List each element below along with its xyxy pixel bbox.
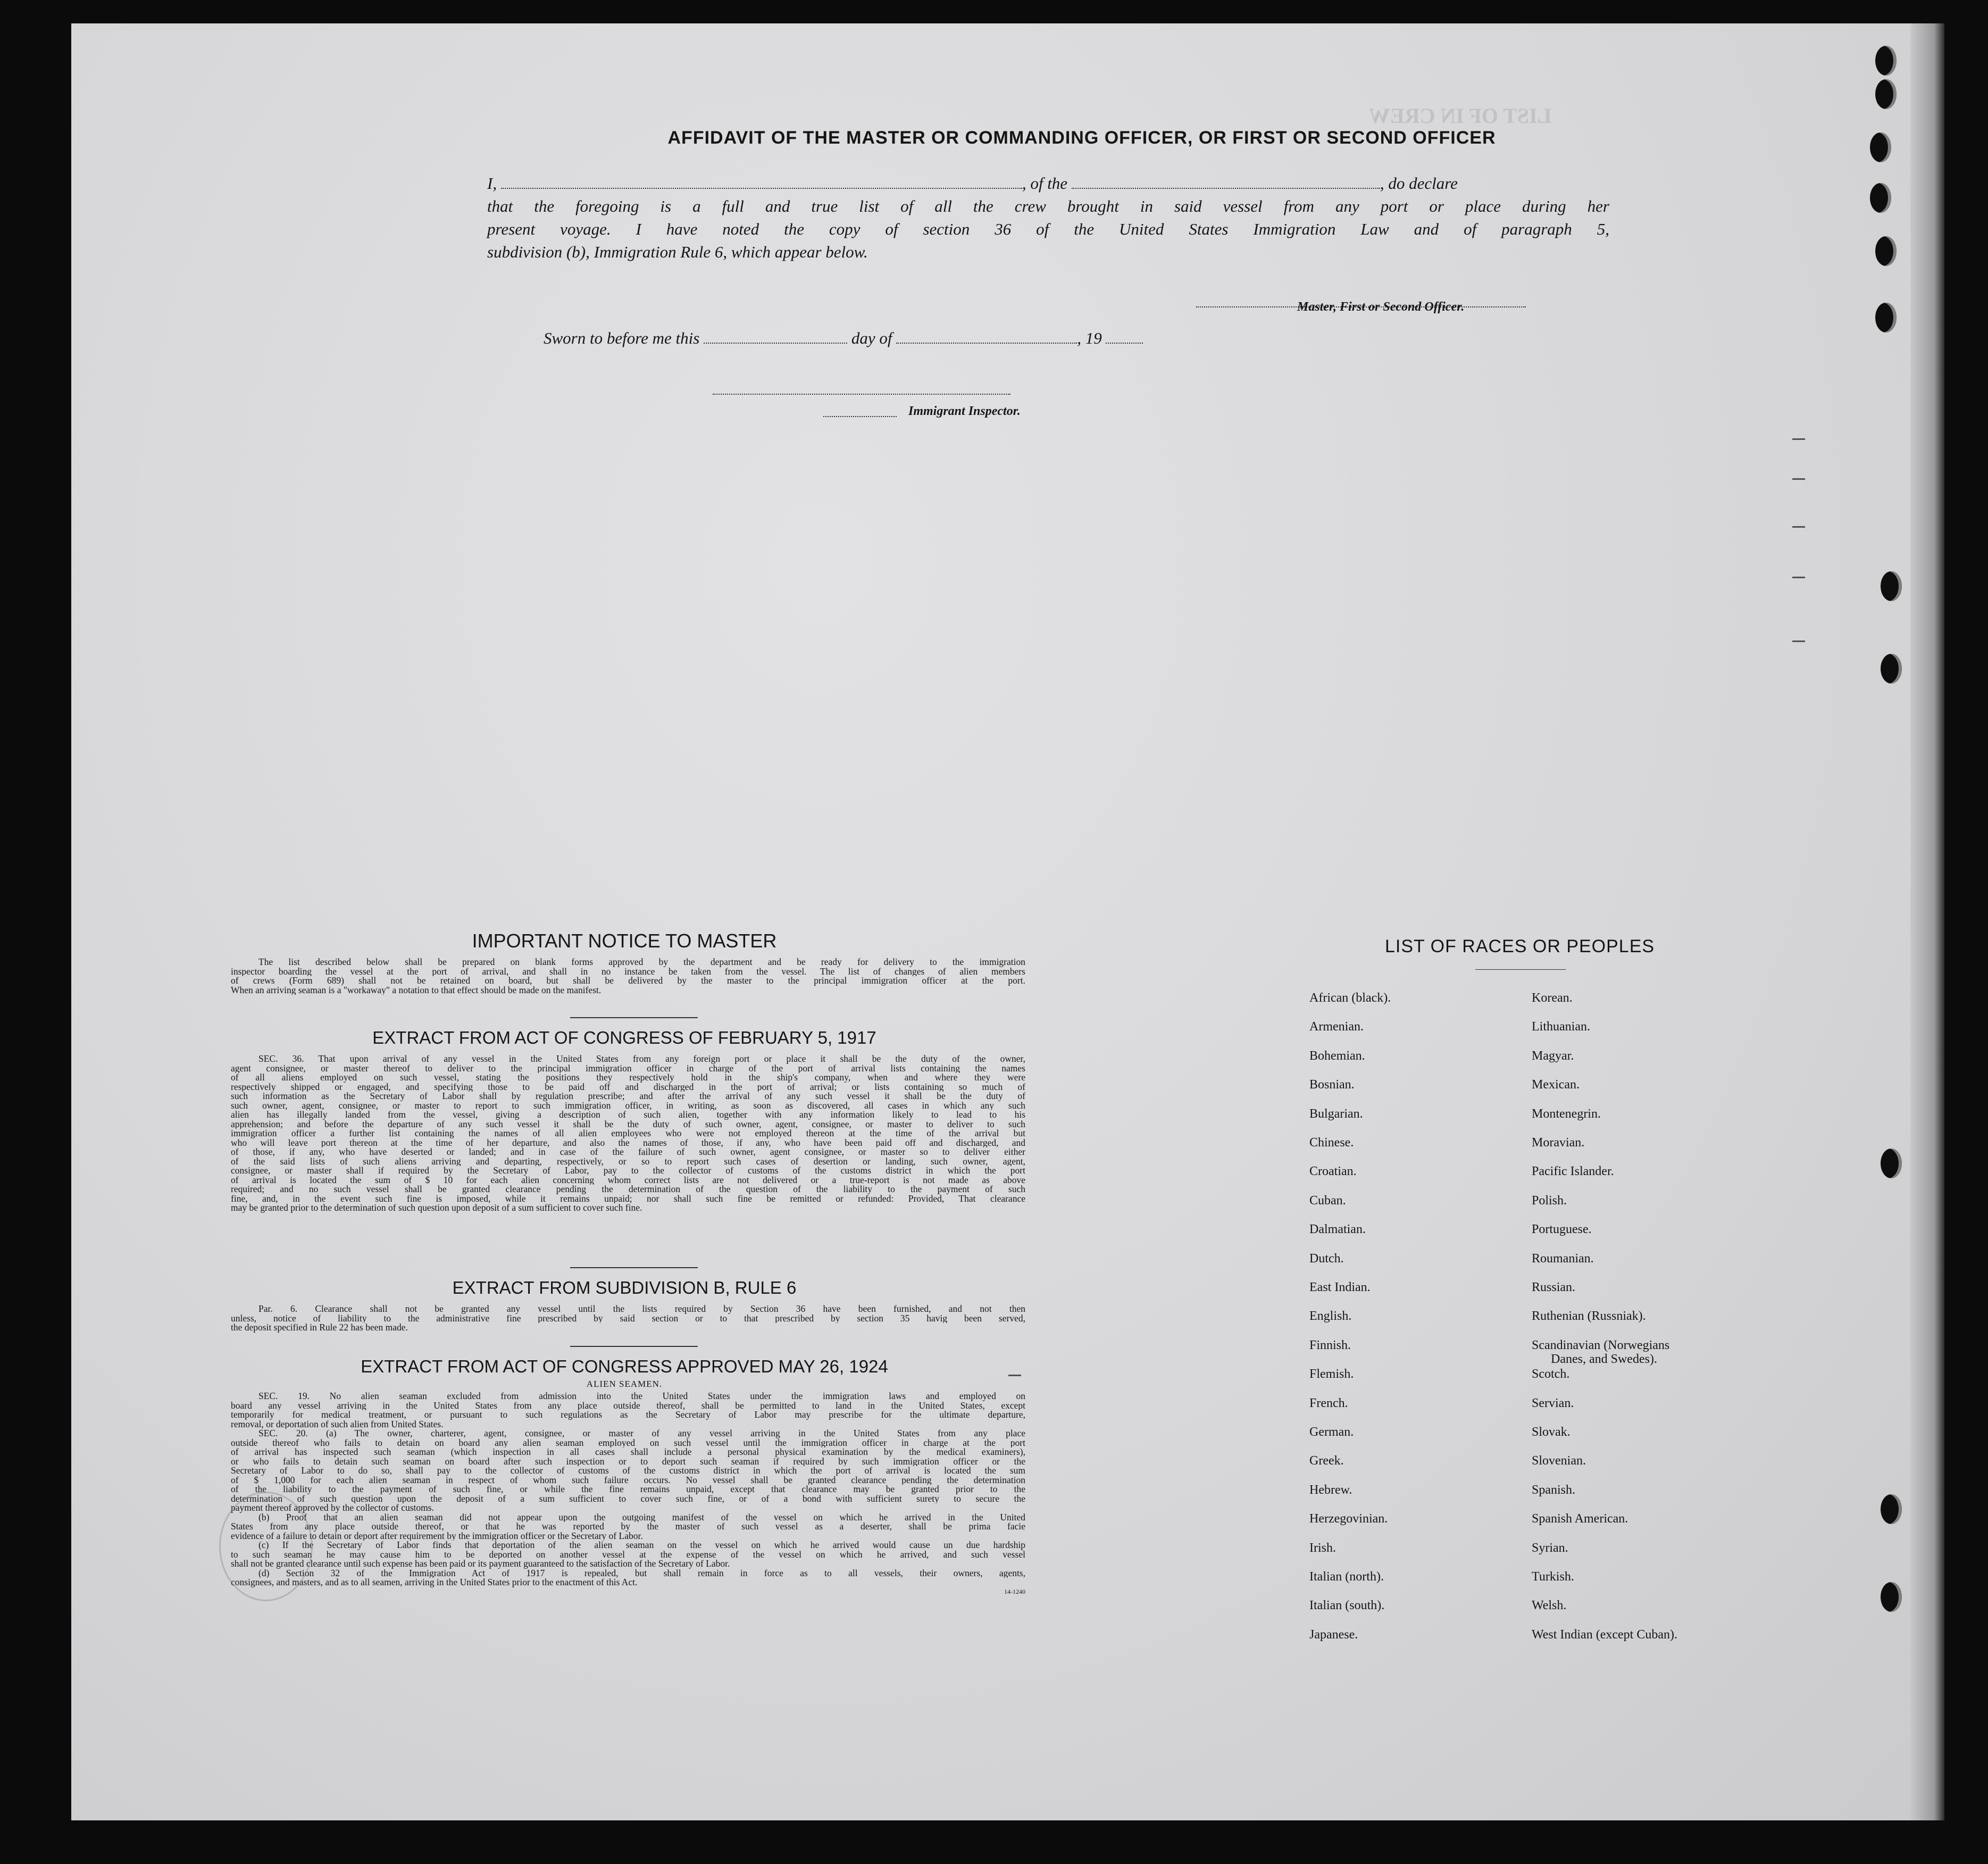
- paragraph-line: outside thereof who fails to detain on board any alien seaman employed on such vessel until the immigration officer in charge at the port: [231, 1438, 1025, 1447]
- year-prefix: , 19: [1077, 329, 1102, 347]
- punch-hole: [1881, 1149, 1902, 1178]
- paragraph-line: fine, and, in the event such fine is imposed, while it remains unpaid; nor shall such fine be remitted or refunded: Provided, That clearance: [231, 1194, 1025, 1203]
- races-title: LIST OF RACES OR PEOPLES: [1385, 936, 1655, 956]
- paragraph-line: States from any place outside thereof, or that he was reported by the master of such vessel as a deserter, shall be prima facie: [231, 1522, 1025, 1532]
- paragraph-line: When an arriving seaman is a "workaway" a notation to that effect should be made on the manifest.: [231, 985, 602, 995]
- race-item: Servian.: [1532, 1396, 1574, 1410]
- race-item: Moravian.: [1532, 1136, 1585, 1150]
- paragraph-line: alien has illegally landed from the vessel, giving a description of such alien, together with any information likely to lead to his: [231, 1110, 1025, 1120]
- race-item: Spanish.: [1532, 1483, 1576, 1497]
- race-item: Scandinavian (Norwegians: [1532, 1338, 1670, 1352]
- inspector-blank-short[interactable]: [823, 402, 897, 417]
- race-item: Dalmatian.: [1309, 1222, 1366, 1237]
- divider: [570, 1267, 698, 1268]
- paragraph-line: of those, if any, who have deserted or landed; and in case of the failure of such owner, agent consignee, or master so to deliver either: [231, 1147, 1025, 1157]
- name-blank[interactable]: [501, 174, 1022, 189]
- form-number: 14-1240: [1004, 1588, 1025, 1595]
- dash-mark: [1792, 478, 1805, 480]
- paragraph-line: (b) Proof that an alien seaman did not appear upon the outgoing manifest of the vessel on which he arrived in the United: [258, 1512, 1025, 1522]
- affidavit-title: AFFIDAVIT OF THE MASTER OR COMMANDING OFFICER, OR FIRST OR SECOND OFFICER: [667, 128, 1496, 148]
- embossed-seal: [219, 1492, 313, 1601]
- declaration-line-3: present voyage. I have noted the copy of section 36 of the United States Immigration Law and of paragraph 5,: [487, 220, 1609, 238]
- paragraph-line: such information as the Secretary of Labor shall by regulation prescribe; and after the arrival of any such vessel it shall be the duty of: [231, 1092, 1025, 1101]
- punch-hole: [1870, 132, 1891, 162]
- divider: [570, 1346, 698, 1347]
- paragraph-line: of crews (Form 689) shall not be retained on board, but shall be delivered by the master to the principal immigration officer at the port.: [231, 976, 1025, 986]
- dash-mark: [1792, 438, 1805, 440]
- paragraph-line: The list described below shall be prepared on blank forms approved by the department and be ready for delivery to the immigration: [258, 958, 1025, 967]
- race-item: Italian (north).: [1309, 1570, 1384, 1584]
- race-item: Russian.: [1532, 1280, 1576, 1294]
- paragraph-line: such owner, agent, consignee, or master to report to such immigration officer, in writing, as soon as discovered, all cases in which any such: [231, 1101, 1025, 1110]
- paragraph-line: board any vessel arriving in the United States from any place outside thereof, shall be permitted to land in the United States, except: [231, 1401, 1025, 1410]
- race-item: Slovak.: [1532, 1425, 1571, 1439]
- paragraph-line: Par. 6. Clearance shall not be granted any vessel until the lists required by Section 36 have been furnished, and not then: [258, 1304, 1025, 1314]
- race-item: Dutch.: [1309, 1251, 1344, 1266]
- race-item: Welsh.: [1532, 1599, 1567, 1613]
- paragraph-line: removal, or deportation of such alien from United States.: [231, 1419, 444, 1429]
- paragraph-line: or who fails to detain such seaman on board after such inspection or to deport such seaman if required by such immigration officer or the: [231, 1457, 1025, 1466]
- race-item: Bohemian.: [1309, 1048, 1365, 1063]
- paragraph-line: apprehension; and before the departure of any such vessel it shall be the duty of such owner, agent, consignee, or master to deliver to such: [231, 1119, 1025, 1129]
- race-item: Finnish.: [1309, 1338, 1351, 1352]
- day-of-text: day of: [851, 329, 892, 347]
- race-item: Greek.: [1309, 1454, 1344, 1468]
- master-label: Master, First or Second Officer.: [1297, 300, 1465, 314]
- race-item: Mexican.: [1532, 1078, 1580, 1092]
- paragraph-line: of arrival is located the sum of $ 10 for each alien concerning whom correct lists are not delivered or a true-report is not made as above: [231, 1175, 1025, 1185]
- race-item: Irish.: [1309, 1541, 1336, 1555]
- race-item: Japanese.: [1309, 1627, 1358, 1642]
- paragraph-line: (d) Section 32 of the Immigration Act of 1917 is repealed, but shall remain in force as to all vessels, their owners, agents,: [258, 1568, 1025, 1578]
- paragraph-line: SEC. 20. (a) The owner, charterer, agent, consignee, or master of any vessel arriving in the United States from any place: [258, 1429, 1025, 1438]
- divider: [1475, 969, 1566, 970]
- declaration-line-4: subdivision (b), Immigration Rule 6, which appear below.: [487, 243, 868, 261]
- inspector-label: Immigrant Inspector.: [908, 404, 1021, 418]
- race-item: Syrian.: [1532, 1541, 1568, 1555]
- paragraph-line: immigration officer a further list containing the names of all alien employees who were not employed thereon at the time of the arrival but: [231, 1129, 1025, 1138]
- paragraph-line: respectively shipped or engaged, and specifying those to be paid off and discharged in the port of arrival; or lists containing so much of: [231, 1082, 1025, 1092]
- race-item: Bulgarian.: [1309, 1106, 1363, 1121]
- declaration-line-2: that the foregoing is a full and true list of all the crew brought in said vessel from any port or place during her: [487, 197, 1609, 215]
- declaration-do-declare: , do declare: [1380, 174, 1458, 193]
- punch-hole: [1875, 236, 1897, 266]
- race-item: Bosnian.: [1309, 1078, 1355, 1092]
- paragraph-line: determination of such question upon the deposit of a sum sufficient to cover such fine, or of a bond with sufficient surety to secure the: [231, 1494, 1025, 1503]
- declaration-i: I,: [487, 174, 497, 193]
- extract-rule6-body: [231, 1304, 1025, 1333]
- race-item: Croatian.: [1309, 1164, 1357, 1179]
- race-item: Italian (south).: [1309, 1599, 1385, 1613]
- day-blank[interactable]: [704, 329, 847, 344]
- notice-title: IMPORTANT NOTICE TO MASTER: [472, 930, 777, 952]
- extract-1917-title: EXTRACT FROM ACT OF CONGRESS OF FEBRUARY 5, 1917: [372, 1028, 876, 1047]
- race-item: Polish.: [1532, 1193, 1567, 1208]
- race-item: Lithuanian.: [1532, 1020, 1590, 1034]
- paragraph-line: may be granted prior to the determination of such question upon deposit of a sum sufficient to cover such fine.: [231, 1203, 642, 1213]
- extract-rule6-title: EXTRACT FROM SUBDIVISION B, RULE 6: [452, 1278, 797, 1297]
- sworn-text: Sworn to before me this: [544, 329, 700, 347]
- dash-mark: [1792, 577, 1805, 578]
- alien-seamen-subtitle: ALIEN SEAMEN.: [586, 1379, 663, 1389]
- race-item: Turkish.: [1532, 1570, 1574, 1584]
- inspector-signature-blank[interactable]: [713, 380, 1010, 395]
- paragraph-line: to such seaman he may cause him to be deported on another vessel at the expense of the vessel on which he arrived, and such vessel: [231, 1550, 1025, 1559]
- paragraph-line: consignee, or master shall if required by the Secretary of Labor, pay to the collector of customs of the customs district in which the port: [231, 1166, 1025, 1176]
- race-item: African (black).: [1309, 991, 1391, 1005]
- race-item: Scotch.: [1532, 1367, 1570, 1382]
- extract-1924-title: EXTRACT FROM ACT OF CONGRESS APPROVED MAY 26, 1924: [361, 1357, 888, 1376]
- race-item: Montenegrin.: [1532, 1106, 1601, 1121]
- paragraph-line: of arrival has inspected such seaman (which inspection in all cases shall include a personal physical examination by the medical examiners),: [231, 1447, 1025, 1457]
- race-item: Pacific Islander.: [1532, 1164, 1614, 1179]
- race-item: Roumanian.: [1532, 1251, 1594, 1266]
- race-item: Armenian.: [1309, 1020, 1364, 1034]
- race-item: Spanish American.: [1532, 1512, 1628, 1526]
- divider: [570, 1017, 698, 1018]
- race-item: Magyar.: [1532, 1048, 1574, 1063]
- extract-1924-body: [231, 1392, 1025, 1595]
- paragraph-line: of $ 1,000 for each alien seaman in respect of whom such failure occurs. No vessel shall be granted clearance pending the determination: [231, 1475, 1025, 1485]
- paragraph-line: of all aliens employed on such vessel, stating the positions they respectively hold in the ship's company, when and where they were: [231, 1073, 1025, 1083]
- paragraph-line: the deposit specified in Rule 22 has been made.: [231, 1323, 408, 1333]
- race-item: Herzegovinian.: [1309, 1512, 1388, 1526]
- punch-hole: [1875, 46, 1897, 76]
- bleed-through-heading: LIST OF IN CREW: [1369, 104, 1552, 128]
- race-item: East Indian.: [1309, 1280, 1371, 1294]
- race-item: Chinese.: [1309, 1136, 1354, 1150]
- race-item: Korean.: [1532, 991, 1573, 1005]
- declaration-of-the: , of the: [1022, 174, 1068, 193]
- dash-mark: [1792, 640, 1805, 642]
- declaration-line-1: [487, 172, 1609, 195]
- paragraph-line: who will leave port thereon at the time of her departure, and also the names of those, if any, who have been paid off and discharged, and: [231, 1138, 1025, 1147]
- race-item: Ruthenian (Russniak).: [1532, 1309, 1646, 1324]
- paragraph-line: unless, notice of liability to the administrative fine prescribed by said section or to that prescribed by section 35 havig been served,: [231, 1313, 1025, 1323]
- race-item: Portuguese.: [1532, 1222, 1592, 1237]
- paragraph-line: inspector boarding the vessel at the port of arrival, and shall in no instance be taken from the vessel. The list of changes of alien members: [231, 967, 1025, 976]
- paragraph-line: shall not be granted clearance until such expense has been paid or its payment guaranteed to the satisfaction of the Secretary of Labor.: [231, 1559, 730, 1569]
- paragraph-line: required; and no such vessel shall be granted clearance pending the determination of the question of the liability to the payment of such: [231, 1185, 1025, 1194]
- race-item: Flemish.: [1309, 1367, 1354, 1382]
- paragraph-line: agent consignee, or master thereof to deliver to the principal immigration officer in charge of the port of arrival lists containing the names: [231, 1063, 1025, 1073]
- paragraph-line: SEC. 36. That upon arrival of any vessel in the United States from any foreign port or place it shall be the duty of the owner,: [258, 1054, 1025, 1064]
- race-item: Cuban.: [1309, 1193, 1346, 1208]
- paragraph-line: consignees, and masters, and as to all seamen, arriving in the United States prior to the enactment of this Act.: [231, 1578, 638, 1587]
- extract-1917-body: [231, 1054, 1025, 1213]
- punch-hole: [1875, 79, 1897, 109]
- punch-hole: [1881, 571, 1902, 601]
- punch-hole: [1881, 654, 1902, 684]
- race-item-continuation: Danes, and Swedes).: [1551, 1352, 1657, 1366]
- punch-hole: [1870, 183, 1891, 213]
- paragraph-line: (c) If the Secretary of Labor finds that deportation of the alien seaman on the vessel on which he arrived would cause un due hardship: [258, 1541, 1025, 1550]
- race-item: French.: [1309, 1396, 1348, 1410]
- paragraph-line: SEC. 19. No alien seaman excluded from admission into the United States under the immigration laws and employed on: [258, 1392, 1025, 1401]
- punch-hole: [1881, 1494, 1902, 1524]
- year-blank[interactable]: [1106, 329, 1143, 344]
- race-item: Hebrew.: [1309, 1483, 1352, 1497]
- dash-mark: [1792, 526, 1805, 528]
- punch-hole: [1875, 303, 1897, 332]
- paragraph-line: temporarily for medical treatment, or pursuant to such regulations as the Secretary of Labor may prescribe for the ultimate departure,: [231, 1410, 1025, 1420]
- vessel-blank[interactable]: [1072, 174, 1380, 189]
- race-item: Slovenian.: [1532, 1454, 1586, 1468]
- paragraph-line: of the liability to the payment of such fine, or while the fine remains unpaid, except that clearance may be granted prior to the: [231, 1485, 1025, 1494]
- race-item: German.: [1309, 1425, 1354, 1439]
- punch-hole: [1881, 1582, 1902, 1612]
- notice-body: [231, 958, 1025, 995]
- paragraph-line: Secretary of Labor to do so, shall pay to the collector of customs of the customs district in which the port of arrival is located the sum: [231, 1466, 1025, 1476]
- race-item: West Indian (except Cuban).: [1532, 1627, 1677, 1642]
- paragraph-line: payment thereof approved by the collector of customs.: [231, 1503, 434, 1513]
- paragraph-line: of the said lists of such aliens arriving and departing, respectively, or so to report such cases of desertion or landing, such owner, agent,: [231, 1156, 1025, 1166]
- sworn-line: [544, 327, 1288, 350]
- race-item: English.: [1309, 1309, 1352, 1324]
- page-edge: [1910, 23, 1944, 1820]
- document-page: [71, 23, 1944, 1820]
- month-blank[interactable]: [896, 329, 1077, 344]
- paragraph-line: evidence of a failure to detain or deport after requirement by the immigration officer or the Secretary of Labor.: [231, 1531, 643, 1541]
